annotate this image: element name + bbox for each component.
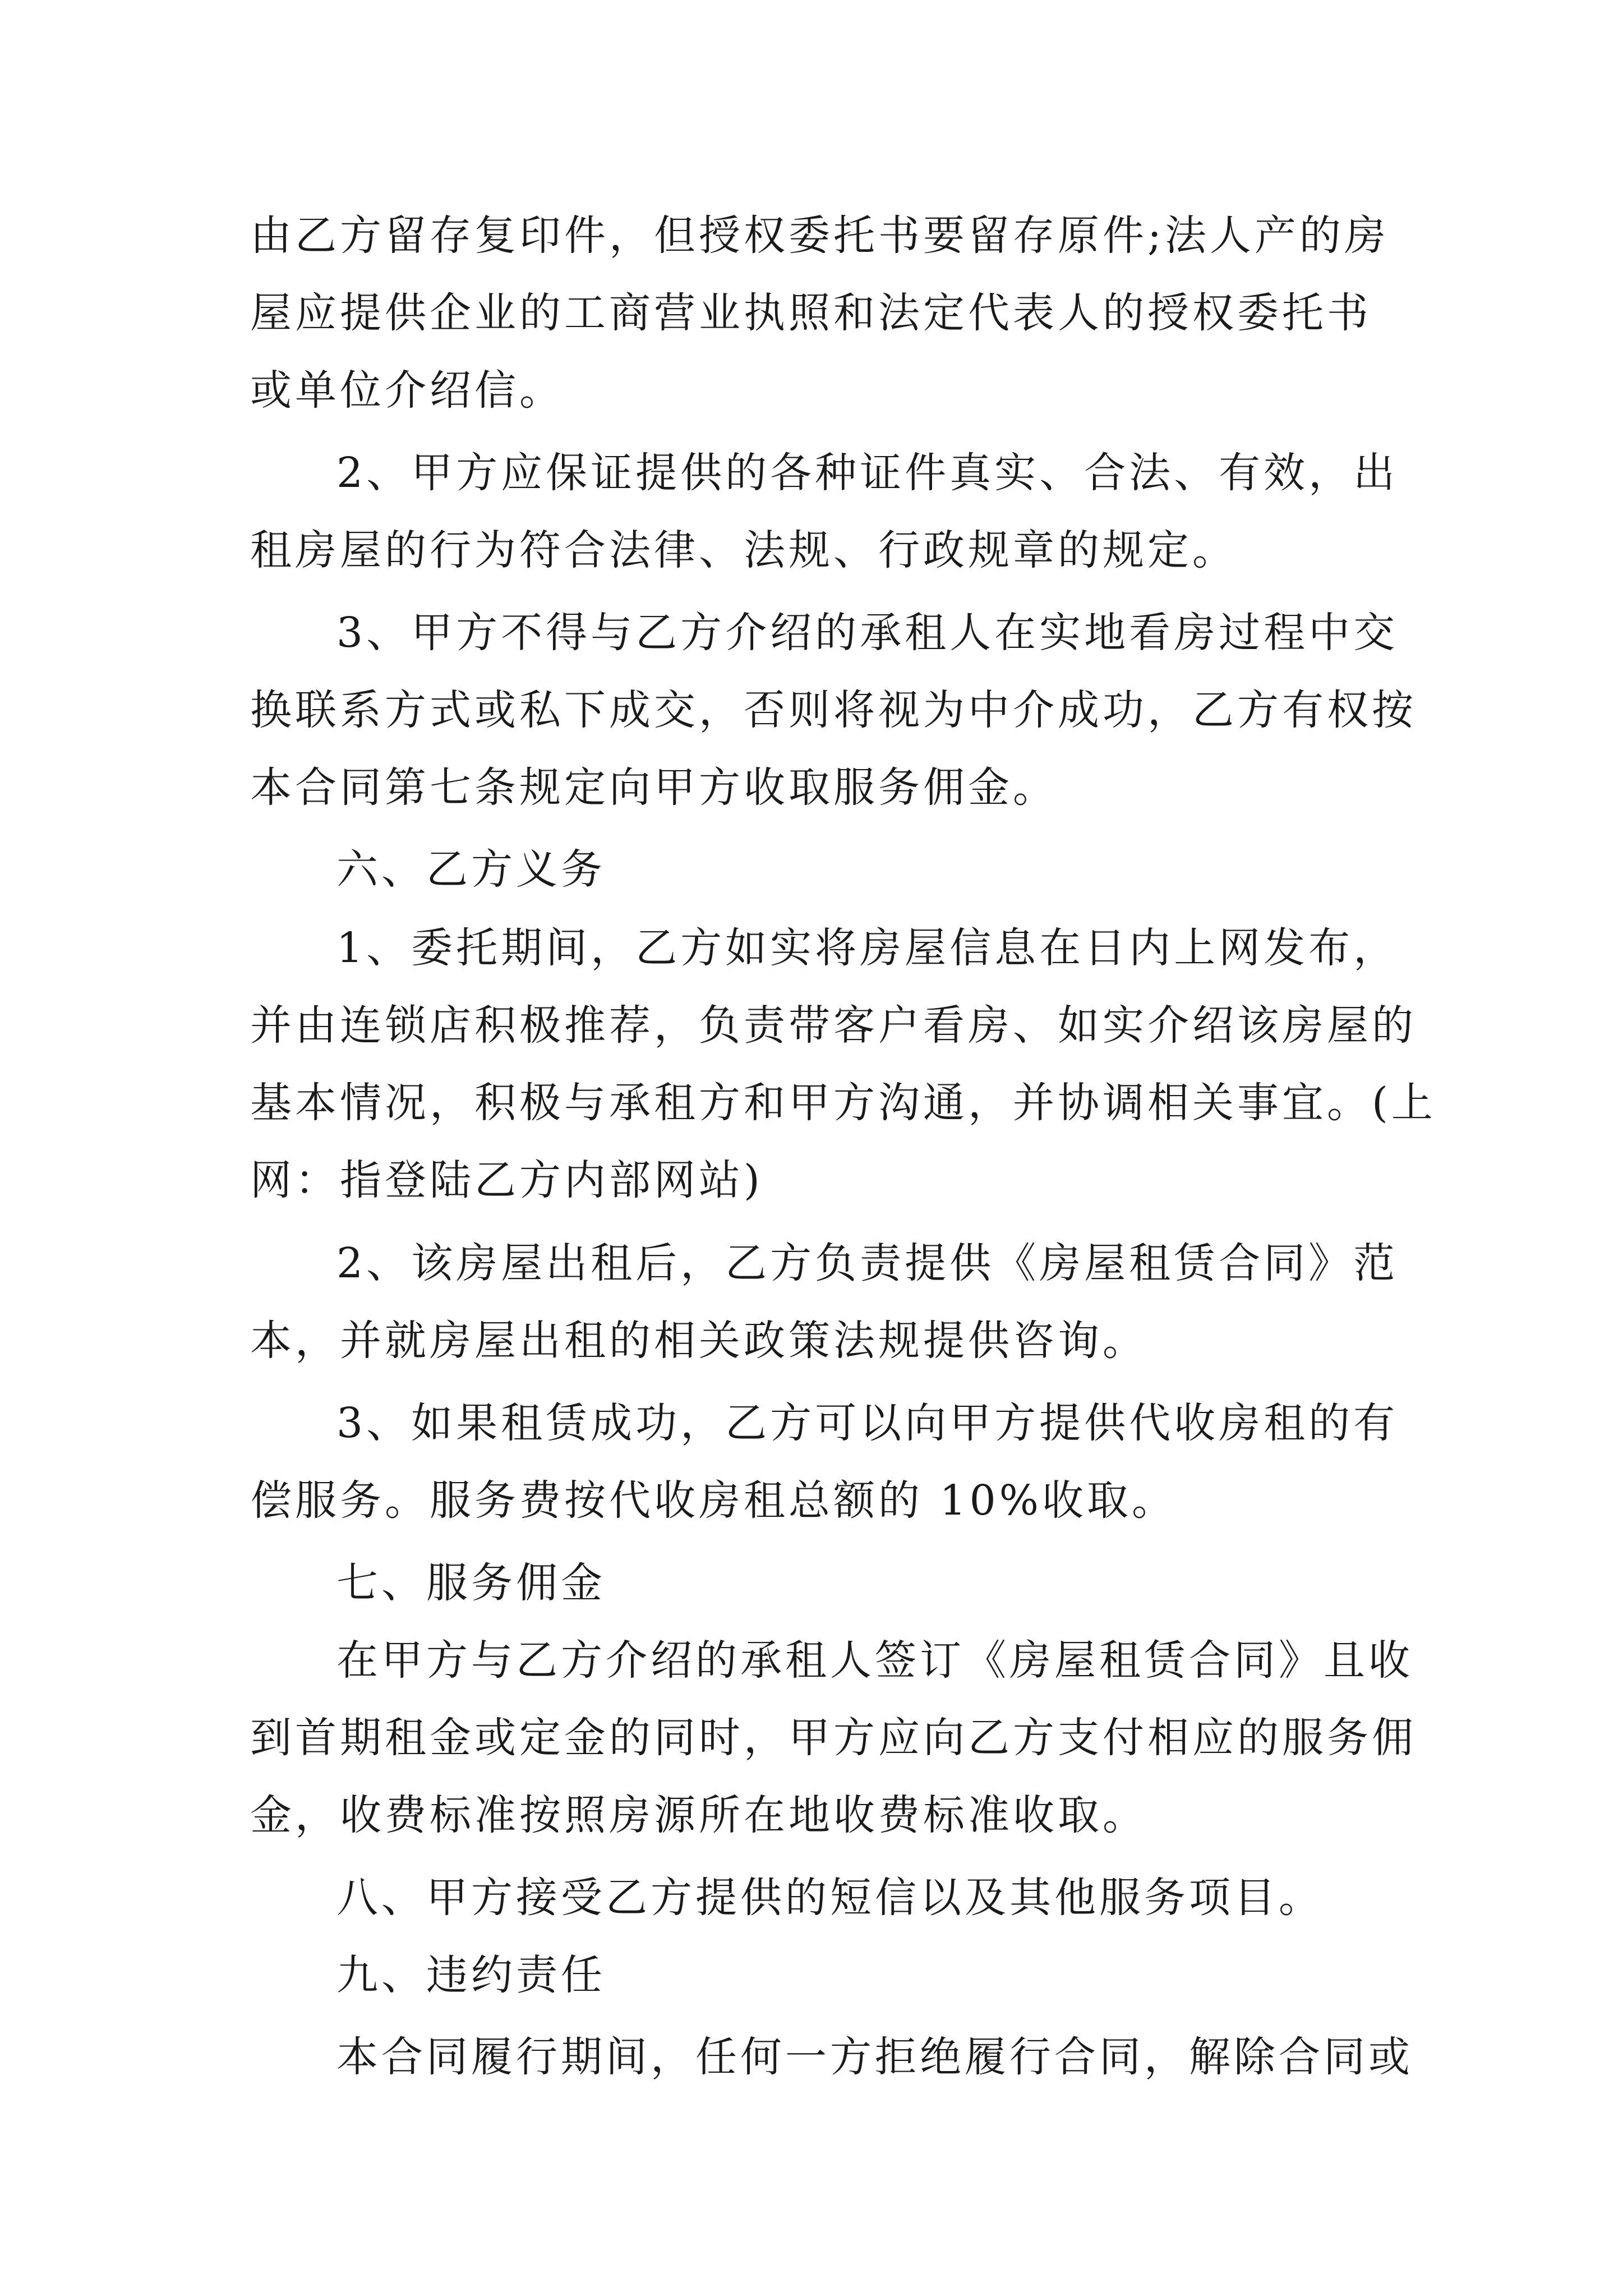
paragraph-line: 3、甲方不得与乙方介绍的承租人在实地看房过程中交 — [336, 609, 1399, 657]
paragraph-line: 1、委托期间，乙方如实将房屋信息在日内上网发布， — [336, 924, 1399, 972]
paragraph-line: 屋应提供企业的工商营业执照和法定代表人的授权委托书 — [250, 289, 1372, 337]
paragraph-line: 本合同履行期间，任何一方拒绝履行合同，解除合同或 — [336, 2033, 1413, 2081]
paragraph-line: 金，收费标准按照房源所在地收费标准收取。 — [250, 1791, 1147, 1839]
paragraph-line: 2、甲方应保证提供的各种证件真实、合法、有效，出 — [336, 449, 1399, 497]
paragraph-line: 偿服务。服务费按代收房租总额的 10%收取。 — [250, 1476, 1177, 1525]
section-heading: 六、乙方义务 — [336, 845, 606, 894]
paragraph-line: 在甲方与乙方介绍的承租人签订《房屋租赁合同》且收 — [336, 1636, 1413, 1685]
section-heading: 七、服务佣金 — [336, 1559, 606, 1607]
paragraph-line: 换联系方式或私下成交，否则将视为中介成功，乙方有权按 — [250, 686, 1417, 734]
paragraph-line: 或单位介绍信。 — [250, 366, 564, 415]
section-heading: 九、违约责任 — [336, 1951, 606, 1999]
paragraph-line: 基本情况，积极与承租方和甲方沟通，并协调相关事宜。(上 — [250, 1079, 1436, 1127]
paragraph-line: 本，并就房屋出租的相关政策法规提供咨询。 — [250, 1317, 1147, 1365]
paragraph-line: 并由连锁店积极推荐，负责带客户看房、如实介绍该房屋的 — [250, 1001, 1417, 1050]
paragraph-line: 网：指登陆乙方内部网站) — [250, 1156, 763, 1204]
paragraph-line: 到首期租金或定金的同时，甲方应向乙方支付相应的服务佣 — [250, 1714, 1417, 1762]
section-heading: 八、甲方接受乙方提供的短信以及其他服务项目。 — [336, 1874, 1324, 1922]
paragraph-line: 3、如果租赁成功，乙方可以向甲方提供代收房租的有 — [336, 1399, 1399, 1447]
paragraph-line: 2、该房屋出租后，乙方负责提供《房屋租赁合同》范 — [336, 1239, 1399, 1287]
paragraph-line: 本合同第七条规定向甲方收取服务佣金。 — [250, 763, 1058, 812]
paragraph-line: 由乙方留存复印件，但授权委托书要留存原件;法人产的房 — [250, 211, 1389, 260]
paragraph-line: 租房屋的行为符合法律、法规、行政规章的规定。 — [250, 526, 1237, 574]
